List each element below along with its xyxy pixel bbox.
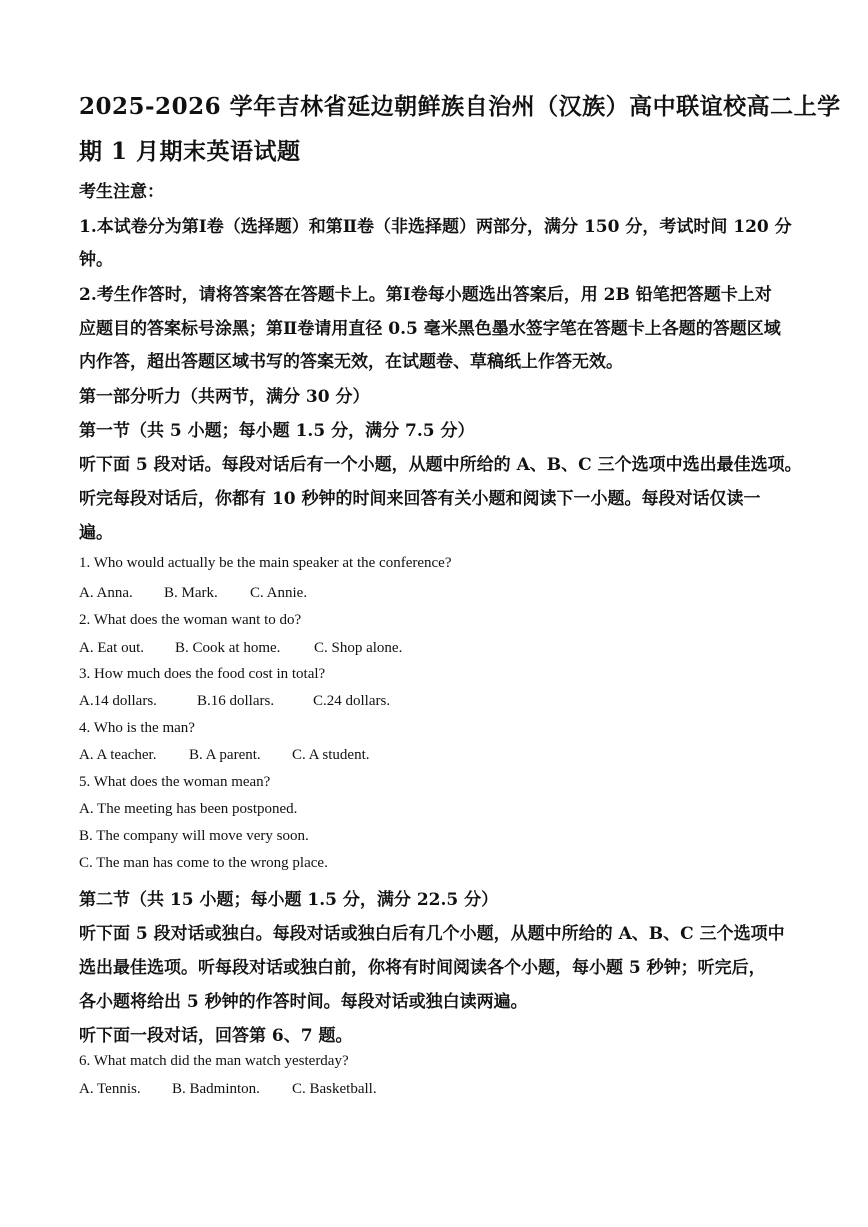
- notice-heading: 考生注意：: [79, 182, 164, 202]
- question-4-options: [79, 747, 370, 764]
- section2-instructions-3: 各小题将给出 5 秒钟的作答时间。每段对话或独白读两遍。: [79, 992, 528, 1012]
- notice-item-1-cont: 钟。: [79, 250, 113, 270]
- question-1-option-c: C. Annie.: [250, 585, 308, 601]
- notice-item-2-cont-2: 内作答，超出答题区域书写的答案无效，在试题卷、草稿纸上作答无效。: [79, 352, 623, 372]
- question-1-stem: 1. Who would actually be the main speaker at the conference?: [79, 555, 452, 571]
- section2-heading: 第二节（共 15 小题；每小题 1.5 分，满分 22.5 分）: [79, 890, 499, 910]
- question-1-options: [79, 585, 307, 602]
- part1-heading: 第一部分听力（共两节，满分 30 分）: [79, 387, 370, 407]
- question-3-options: [79, 693, 390, 710]
- question-2-options: [79, 640, 402, 657]
- question-3-option-b: B.16 dollars.: [197, 693, 275, 709]
- section2-instructions-2: 选出最佳选项。听每段对话或独白前，你将有时间阅读各个小题，每小题 5 秒钟；听完后，: [79, 958, 766, 978]
- section1-heading: 第一节（共 5 小题；每小题 1.5 分，满分 7.5 分）: [79, 421, 475, 441]
- question-1-option-a: A. Anna.: [79, 585, 133, 601]
- section1-instructions-1: 听下面 5 段对话。每段对话后有一个小题，从题中所给的 A、B、C 三个选项中选出最佳选项。: [79, 455, 802, 475]
- question-5-option-c: C. The man has come to the wrong place.: [79, 855, 328, 871]
- section1-instructions-3: 遍。: [79, 523, 113, 543]
- notice-item-2: 2.考生作答时，请将答案答在答题卡上。第Ⅰ卷每小题选出答案后，用 2B 铅笔把答题卡上对: [79, 285, 772, 305]
- question-6-stem: 6. What match did the man watch yesterday?: [79, 1053, 349, 1069]
- question-4-option-b: B. A parent.: [189, 747, 261, 763]
- notice-item-1: 1.本试卷分为第Ⅰ卷（选择题）和第Ⅱ卷（非选择题）两部分，满分 150 分，考试时间 120 分: [79, 217, 792, 237]
- question-6-option-b: B. Badminton.: [172, 1081, 260, 1097]
- question-2-option-a: A. Eat out.: [79, 640, 144, 656]
- question-1-option-b: B. Mark.: [164, 585, 218, 601]
- question-6-options: [79, 1081, 377, 1098]
- question-6-option-c: C. Basketball.: [292, 1081, 377, 1097]
- question-6-option-a: A. Tennis.: [79, 1081, 141, 1097]
- question-2-option-b: B. Cook at home.: [175, 640, 281, 656]
- question-3-stem: 3. How much does the food cost in total?: [79, 666, 326, 682]
- exam-title-line-2: 期 1 月期末英语试题: [79, 138, 301, 165]
- section1-instructions-2: 听完每段对话后，你都有 10 秒钟的时间来回答有关小题和阅读下一小题。每段对话仅读一: [79, 489, 761, 509]
- question-5-option-a: A. The meeting has been postponed.: [79, 801, 298, 817]
- question-5-option-b: B. The company will move very soon.: [79, 828, 309, 844]
- question-4-option-c: C. A student.: [292, 747, 370, 763]
- question-3-option-a: A.14 dollars.: [79, 693, 157, 709]
- notice-item-2-cont-1: 应题目的答案标号涂黑；第Ⅱ卷请用直径 0.5 毫米黑色墨水签字笔在答题卡上各题的答题区域: [79, 319, 781, 339]
- exam-title-line-1: 2025-2026 学年吉林省延边朝鲜族自治州（汉族）高中联谊校高二上学: [79, 93, 841, 120]
- question-4-option-a: A. A teacher.: [79, 747, 157, 763]
- question-3-option-c: C.24 dollars.: [313, 693, 391, 709]
- section2-instructions-1: 听下面 5 段对话或独白。每段对话或独白后有几个小题，从题中所给的 A、B、C 三个选项中: [79, 924, 785, 944]
- section2-sub-heading: 听下面一段对话，回答第 6、7 题。: [79, 1026, 353, 1046]
- question-2-option-c: C. Shop alone.: [314, 640, 403, 656]
- question-5-stem: 5. What does the woman mean?: [79, 774, 271, 790]
- question-4-stem: 4. Who is the man?: [79, 720, 195, 736]
- question-2-stem: 2. What does the woman want to do?: [79, 612, 302, 628]
